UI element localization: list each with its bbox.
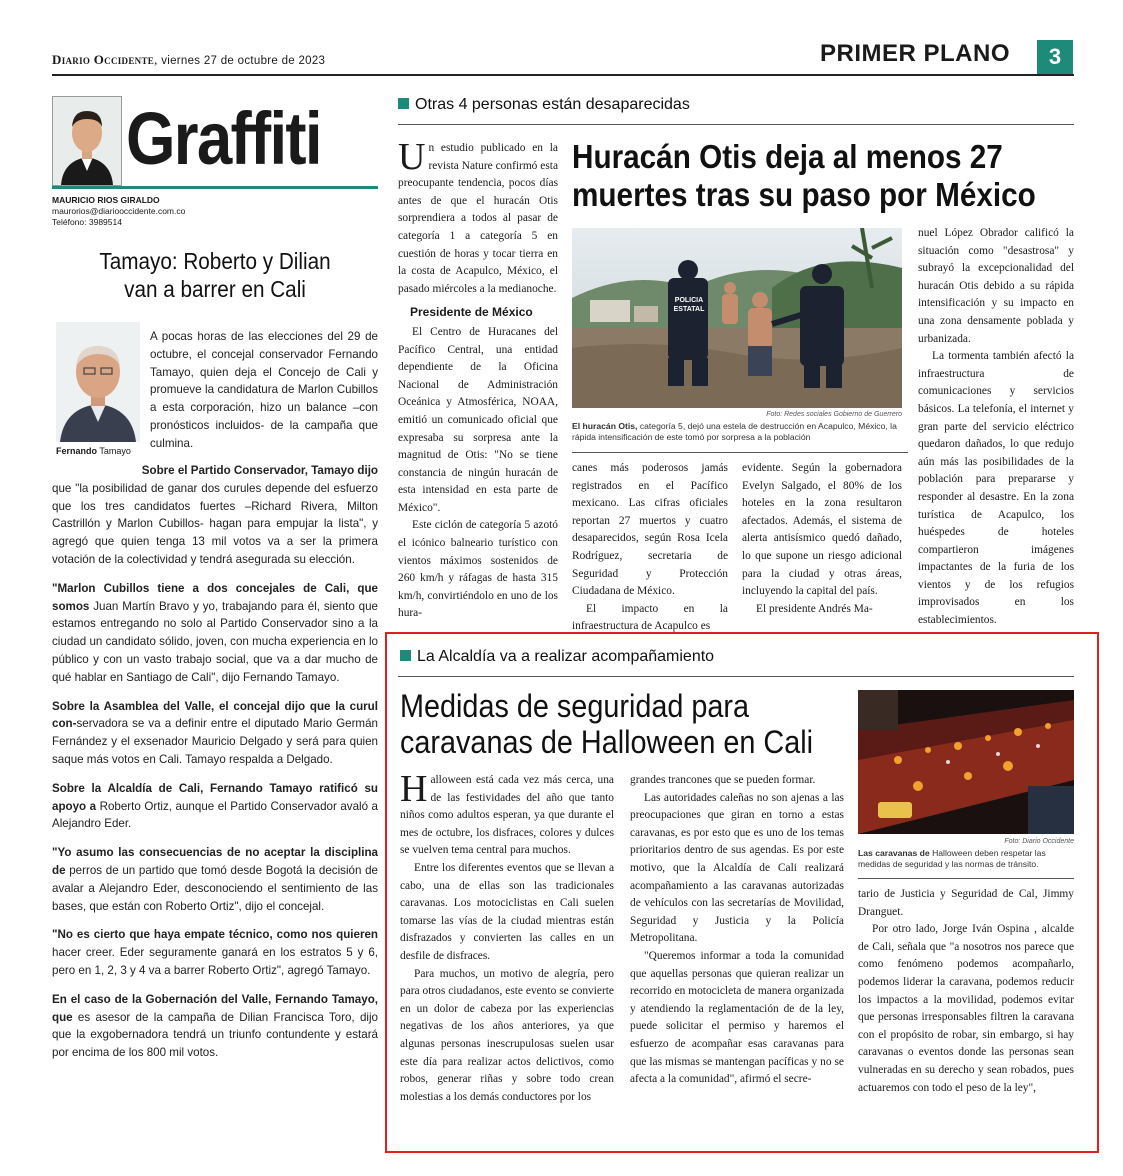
- masthead: Diario Occidente, viernes 27 de octubre de 2023: [52, 52, 326, 67]
- halloween-caption-rule: [858, 878, 1074, 879]
- halloween-kicker-rule: [398, 676, 1074, 677]
- halloween-photo-credit: Foto: Diario Occidente: [1004, 838, 1074, 845]
- page-number: 3: [1037, 40, 1073, 74]
- author-phone: Teléfono: 3989514: [52, 217, 122, 227]
- otis-kicker-rule: [398, 124, 1074, 125]
- otis-photo-credit: Foto: Redes sociales Gobierno de Guerrero: [766, 411, 902, 418]
- author-portrait-icon: [53, 97, 121, 185]
- otis-col2: canes más poderosos jamás registrados en el Pacífico mexicano. Las cifras oficiales reportan 27 muertos y cuatro desaparecidos, según Rosa Icela Rodríguez, secretaria de Seguridad y Protección Ciudadana de México. El impacto en la infraestructura de Acapulco es: [572, 462, 728, 633]
- issue-date: viernes 27 de octubre de 2023: [161, 55, 326, 67]
- halloween-kicker: La Alcaldía va a realizar acompañamiento: [400, 648, 714, 666]
- graffiti-title: Graffiti: [126, 97, 321, 180]
- graffiti-rule: [52, 186, 378, 189]
- otis-photo: [572, 228, 902, 408]
- flood-scene-icon: [572, 228, 902, 408]
- otis-col3: evidente. Según la gobernadora Evelyn Salgado, el 80% de los hoteles en la zona resultaron afectados. Además, el sistema de alerta antisísmico quedó dañado, lo que supone un riesgo adicional para la ciudad y otras áreas, incluyendo la capital del país. El presidente Andrés Ma-: [742, 462, 902, 615]
- halloween-photo: [858, 690, 1074, 834]
- header-rule: [52, 74, 1074, 76]
- halloween-headline: Medidas de seguridad para caravanas de Halloween en Cali: [400, 688, 814, 760]
- otis-dropcap: U: [398, 136, 426, 178]
- otis-kicker: Otras 4 personas están desaparecidas: [398, 96, 690, 114]
- tamayo-photo: [56, 322, 140, 442]
- otis-col4: nuel López Obrador calificó la situación como "desastrosa" y subrayó la excepcionalidad del huracán Otis debido a su rápida intensificación y su impacto en una zona densamente poblada y urbanizada. La tormenta también afectó la infraestructura de comunicaciones y servicios básicos. La telefonía, el internet y gran parte del servicio eléctrico quedaron dañados, lo que redujo aún más las posibilidades de la población para prepararse y responder al desastre. En la zona turística de Acapulco, los huéspedes de hoteles compartieron imágenes impactantes de la furia de los vientos y de los refugios improvisados en los establecimientos.: [918, 227, 1074, 627]
- otis-headline: Huracán Otis deja al menos 27 muertes tras su paso por México: [572, 138, 1036, 213]
- author-email: maurorios@diariooccidente.com.co: [52, 206, 186, 216]
- vest-label: POLICIA ESTATAL: [673, 297, 705, 313]
- otis-subhead: Presidente de México: [410, 305, 533, 320]
- halloween-col3: tario de Justicia y Seguridad de Cal, Jimmy Dranguet. Por otro lado, Jorge Iván Ospina , alcalde de Cali, señala que "a nosotros nos parece que como fenómeno podemos acompañarlo, podemos liderar la caravana, podemos reducir los impactos a la movilidad, podemos evitar que personas irresponsables filtren la caravana con el propósito de robar, sin embargo, si hay caravanas o eventos donde las personas sean vulneradas en su derecho y sean robados, pues actuaremos con todo el peso de la ley",: [858, 888, 1074, 1094]
- halloween-col1: Halloween está cada vez más cerca, una de las festividades del año que tanto niños como adultos esperan, ya que durante el mes de octubre, los disfraces, colores y dulces se vuelven tema central para muchos. Entre los diferentes eventos que se llevan a cabo, una de ellas son las tradicionales caravanas. Los motociclistas en Cali suelen tomarse las vías de la ciudad mientras están disfrazados y convierten las calles en un desfile de disfraces. Para muchos, un motivo de alegría, pero para otros ciudadanos, este evento se convierte en un dolor de cabeza por las experiencias negativas de los años anteriores, ya que algunas personas inescrupulosas suelen usar este día para realizar actos delictivos, como robos, generar riñas y sobre todo crean molestias a los demás conductores por los: [400, 768, 614, 1103]
- kicker-square-icon: [398, 98, 409, 109]
- halloween-dropcap: H: [400, 768, 428, 810]
- section-title: PRIMER PLANO: [820, 40, 1011, 67]
- author-photo: [52, 96, 122, 186]
- graffiti-lead: A pocas horas de las elecciones del 29 de octubre, el concejal conservador Fernando Tamayo, quien deja el Concejo de Cali y promueve la candidatura de Marlon Cubillos a esta corporación, hizo un balance –con pronósticos incluidos- de la campaña que culmina.: [150, 330, 378, 450]
- kicker-square-icon: [400, 650, 411, 661]
- otis-col1: Un estudio publicado en la revista Nature confirmó esta preocupante tendencia, pocos días antes de que el huracán Otis sorprendiera a todos al pasar de categoría 1 a categoría 5 en cuestión de horas y tocar tierra en la costa de Acapulco, México, el pasado miércoles a la medianoche. Presidente de México El Centro de Huracanes del Pacífico Central, una entidad dependiente de la Oficina Nacional de Administración Oceánica y Atmosférica, NOAA, emitió un comunicado oficial que expresaba su sorpresa ante la magnitud de Otis: "No se tiene constancia de ningún huracán de esta intensidad en esta parte de México". Este ciclón de categoría 5 azotó el icónico balneario turístico con vientos máximos sostenidos de 260 km/h y ráfagas de hasta 315 km/h, convirtiéndolo en uno de los hura-: [398, 136, 558, 620]
- graffiti-headline: Tamayo: Roberto y Dilian van a barrer en Cali: [99, 248, 331, 302]
- tamayo-portrait-icon: [56, 322, 140, 442]
- otis-caption: El huracán Otis, categoría 5, dejó una estela de destrucción en Acapulco, México, la rápida intensificación de este tomó por sorpresa a la población: [572, 421, 897, 442]
- tamayo-caption: Fernando Tamayo: [56, 446, 131, 456]
- author-name: MAURICIO RIOS GIRALDO: [52, 195, 160, 205]
- halloween-col2: grandes trancones que se pueden formar. Las autoridades caleñas no son ajenas a las preocupaciones que giran en torno a estas caravanas, es por esto que es uno de los temas prioritarios dentro de sus agendas. Es por este motivo, que la Alcaldía de Cali realizará acompañamiento a las caravanas autorizadas de vehículos con las secretarías de Movilidad, Seguridad y Justicia y la Policía Metropolitana. "Queremos informar a toda la comunidad que aquellas personas que quieran realizar un recorrido en motocicleta de manera organizada y atendiendo la reglamentación de de la ley, puede solicitar el permiso y haremos el esfuerzo de acompañar esas caravanas para que las mismas se mantengan pacíficas y no se afecta a la comunidad", afirmó el secre-: [630, 774, 844, 1086]
- otis-caption-rule: [572, 452, 908, 453]
- halloween-caption: Las caravanas de Halloween deben respetar las medidas de seguridad y las normas de tránsito.: [858, 848, 1046, 869]
- graffiti-body: Sobre el Partido Conservador, Tamayo dijo que "la posibilidad de ganar dos curules depende del esfuerzo que los tres candidatos fuertes –Richard Rivera, Milton Castrillón y Marlon Cubillos- hagan para empujar la lista", y agregó que quien tenga 13 mil votos va a ser la primera votación de la colectividad y tendrá asegurada su elección. "Marlon Cubillos tiene a dos concejales de Cali, que somos Juan Martín Bravo y yo, trabajando para él, siento que estamos entregando no solo al Partido Conservador sino a la ciudad un candidato sólido, joven, con mucha experiencia en lo público y con un vasto trabajo social, que va a dar mucho de qué hablar en Santiago de Cali", dijo Fernando Tamayo. Sobre la Asamblea del Valle, el concejal dijo que la curul con-servadora se va a definir entre el diputado Mario Germán Fernández y el exsenador Mauricio Delgado y será para quien saque más votos en Cali. Tamayo respalda a Delgado. Sobre la Alcaldía de Cali, Fernando Tamayo ratificó su apoyo a Roberto Ortiz, aunque el Partido Conservador avaló a Alejandro Eder. "Yo asumo las consecuencias de no aceptar la disciplina de perros de un partido que tomó desde Bogotá la decisión de avalar a Alejandro Eder, desconociendo el sentimiento de las bases, que están con Roberto Ortiz", dijo el concejal. "No es cierto que haya empate técnico, como nos quieren hacer creer. Eder seguramente ganará en los estratos 5 y 6, pero en 1, 2, 3 y 4 va a barrer Roberto Ortiz", agregó Tamayo. En el caso de la Gobernación del Valle, Fernando Tamayo, que es asesor de la campaña de Dilian Francisca Toro, dijo que la exgobernadora tendrá un triunfo contundente y estará por encima de los 800 mil votos.: [52, 464, 378, 1060]
- night-caravan-icon: [858, 690, 1074, 834]
- paper-name: Diario Occidente: [52, 52, 155, 67]
